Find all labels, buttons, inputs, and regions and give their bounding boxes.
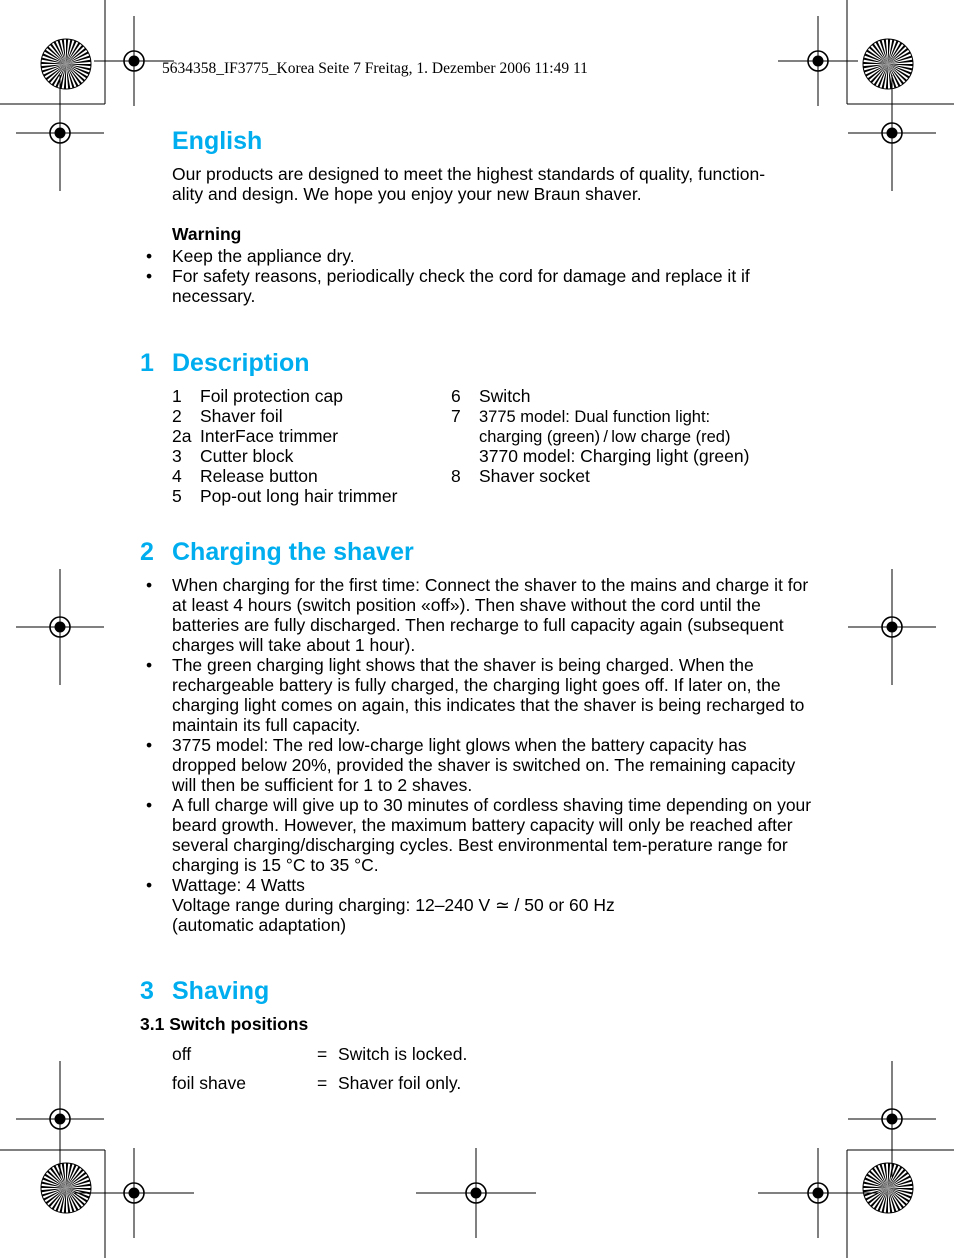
list-item: 7 3775 model: Dual function light: xyxy=(451,406,711,426)
list-item: 2a InterFace trimmer xyxy=(172,426,339,446)
list-item: • For safety reasons, periodically check the cord for damage and replace it if necessary. xyxy=(146,266,750,306)
warning-list xyxy=(140,246,800,306)
list-item: • When charging for the first time: Connect the shaver to the mains and charge it for at least 4 hours (switch position «off»). Then shave without the cord until the batteries are fully discharged. Then recharge to full capacity again (subsequent charges will take about 1 hour). xyxy=(146,575,809,655)
switch-position-row: off = Switch is locked. xyxy=(172,1044,468,1064)
list-item: 4 Release button xyxy=(172,466,318,486)
list-item: • Keep the appliance dry. xyxy=(146,246,355,266)
registration-mark xyxy=(16,1061,104,1177)
list-item: charging (green) / low charge (red) xyxy=(479,428,731,446)
registration-mark xyxy=(416,1148,536,1238)
list-item: 1 Foil protection cap xyxy=(172,386,343,406)
list-item: 3 Cutter block xyxy=(172,446,294,466)
charging-list xyxy=(140,575,812,935)
color-star-mark xyxy=(863,1163,913,1213)
color-star-mark xyxy=(41,39,91,89)
registration-mark xyxy=(16,75,104,191)
list-item: • Wattage: 4 Watts Voltage range during charging: 12–240 V ≃ / 50 or 60 Hz (automatic adaptation) xyxy=(146,875,615,935)
section-title-charging: 2 Charging the shaver xyxy=(140,538,414,566)
color-star-mark xyxy=(863,39,913,89)
registration-mark xyxy=(848,569,936,685)
section-title-shaving: 3 Shaving xyxy=(140,977,270,1005)
list-item: 2 Shaver foil xyxy=(172,406,283,426)
intro-line-1: Our products are designed to meet the highest standards of quality, function- xyxy=(172,164,766,184)
registration-mark xyxy=(848,75,936,191)
section-title-english: English xyxy=(172,127,263,155)
warning-heading: Warning xyxy=(172,224,242,244)
registration-mark xyxy=(848,1061,936,1177)
switch-position-row: foil shave = Shaver foil only. xyxy=(172,1073,462,1093)
list-item: 6 Switch xyxy=(451,386,531,406)
registration-mark xyxy=(16,569,104,685)
list-item: • 3775 model: The red low-charge light glows when the battery capacity has dropped below 20%, provided the shaver is switched on. The remaining capacity will then be sufficient for 1 to 2 shaves. xyxy=(146,735,796,795)
list-item: • The green charging light shows that the shaver is being charged. When the rechargeable battery is fully charged, the charging light goes off. If later on, the charging light comes on again, this indicates that the shaver is being recharged to maintain its full capacity. xyxy=(146,655,805,735)
list-item: 8 Shaver socket xyxy=(451,466,590,486)
intro-paragraph xyxy=(172,164,832,204)
print-slug: 5634358_IF3775_Korea Seite 7 Freitag, 1. Dezember 2006 11:49 11 xyxy=(162,60,588,77)
section-title-description: 1 Description xyxy=(140,349,310,377)
switch-positions-heading: 3.1 Switch positions xyxy=(140,1014,309,1034)
list-item: 3770 model: Charging light (green) xyxy=(479,446,750,466)
registration-mark xyxy=(74,1148,194,1238)
intro-line-2: ality and design. We hope you enjoy your new Braun shaver. xyxy=(172,184,642,204)
list-item: 5 Pop-out long hair trimmer xyxy=(172,486,398,506)
color-star-mark xyxy=(41,1163,91,1213)
list-item: • A full charge will give up to 30 minutes of cordless shaving time depending on your beard growth. However, the maximum battery capacity will only be reached after several charging/discharging cycles. Best environmental tem-perature range for charging is 15 °C to 35 °C. xyxy=(146,795,812,875)
registration-mark xyxy=(778,16,858,106)
registration-mark xyxy=(758,1148,878,1238)
